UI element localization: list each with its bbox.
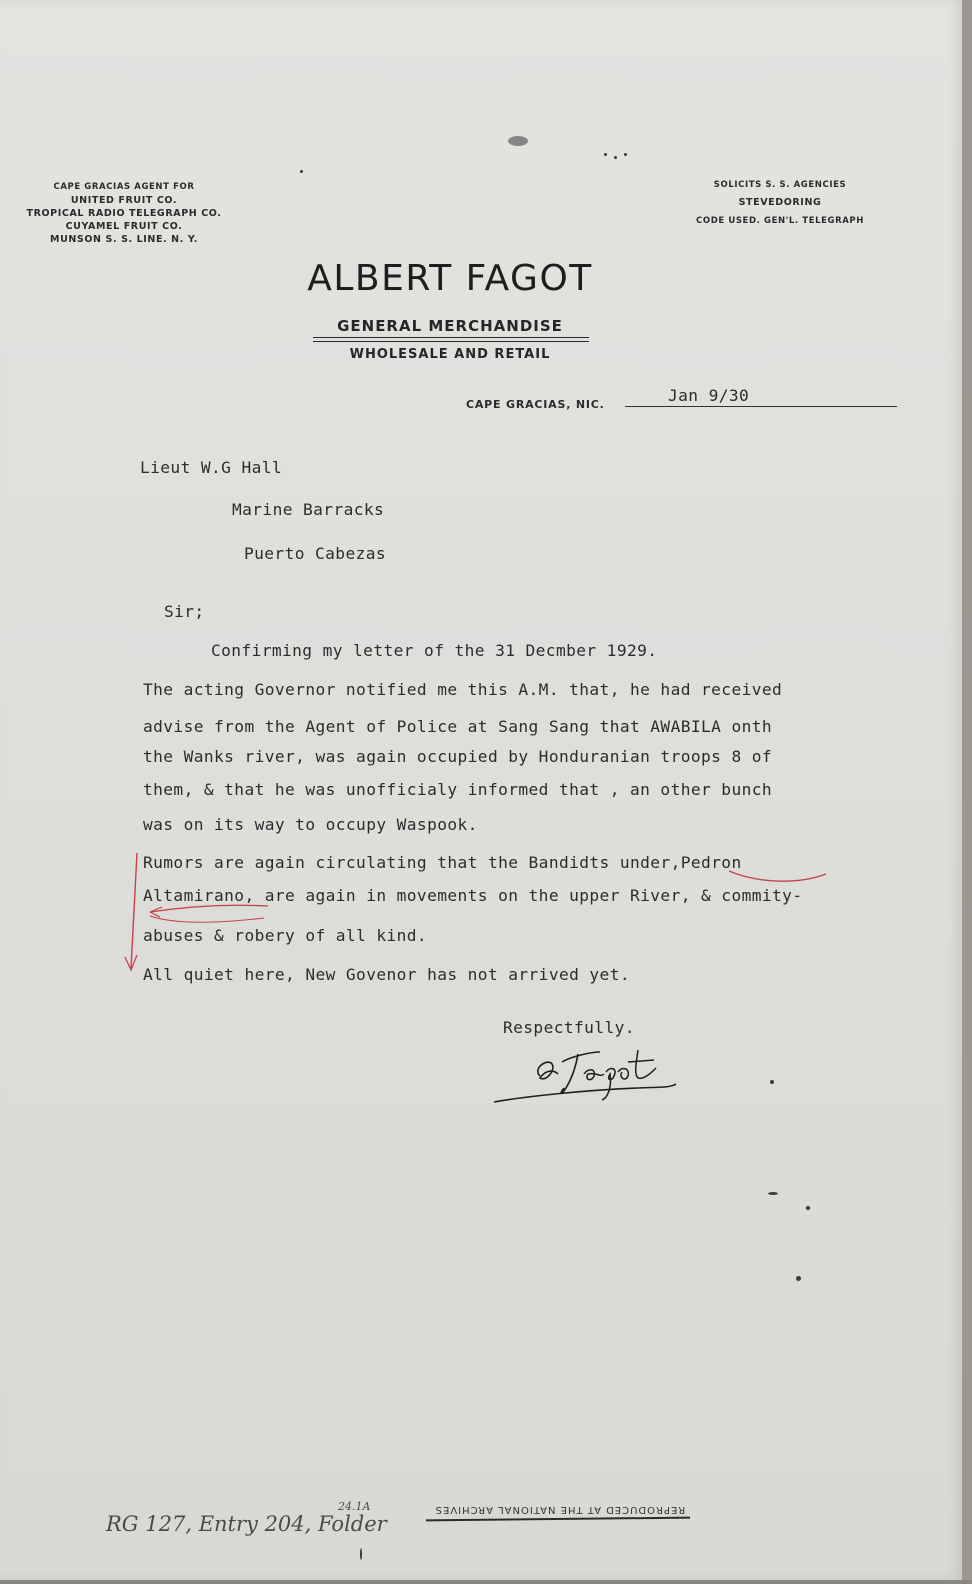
body-line: Rumors are again circulating that the Bandidts under,Pedron bbox=[143, 853, 742, 872]
letterhead-agencies-line: UNITED FRUIT CO. bbox=[70, 195, 178, 206]
body-line: The acting Governor notified me this A.M. that, he had received bbox=[143, 680, 783, 699]
speck bbox=[508, 136, 528, 146]
body-line: abuses & robery of all kind. bbox=[143, 926, 428, 945]
body-line: them, & that he was unofficialy informed that , an other bunch bbox=[143, 780, 773, 799]
speck bbox=[770, 1080, 774, 1084]
letterhead-services-line: CODE USED. GEN'L. TELEGRAPH bbox=[696, 216, 864, 226]
speck bbox=[768, 1192, 778, 1195]
signature-mark-icon bbox=[488, 1038, 688, 1110]
closing: Respectfully. bbox=[503, 1018, 635, 1037]
business-line-2: WHOLESALE AND RETAIL bbox=[349, 347, 551, 362]
archive-reference-sup: 24.1A bbox=[338, 1500, 371, 1513]
body-line: All quiet here, New Govenor has not arrived yet. bbox=[143, 965, 630, 984]
body-line: advise from the Agent of Police at Sang Sang that AWABILA onth bbox=[143, 717, 773, 736]
recipient-name: Lieut W.G Hall bbox=[140, 458, 283, 477]
speck bbox=[796, 1276, 801, 1281]
business-line-1: GENERAL MERCHANDISE bbox=[337, 317, 563, 335]
recipient-location: Puerto Cabezas bbox=[244, 544, 387, 563]
speck bbox=[624, 153, 627, 156]
archive-reference: RG 127, Entry 204, Folder bbox=[106, 1512, 387, 1536]
speck bbox=[300, 170, 303, 173]
body-line: was on its way to occupy Waspook. bbox=[143, 815, 478, 834]
letterhead-agencies-line: CUYAMEL FRUIT CO. bbox=[65, 221, 183, 232]
signature bbox=[488, 1038, 688, 1114]
archives-stamp: REPRODUCED AT THE NATIONAL ARCHIVES bbox=[434, 1504, 686, 1515]
salutation: Sir; bbox=[164, 602, 205, 621]
letter-date: Jan 9/30 bbox=[668, 386, 750, 405]
company-name: ALBERT FAGOT bbox=[307, 258, 593, 299]
letterhead-place: CAPE GRACIAS, NIC. bbox=[466, 398, 605, 411]
body-line: Confirming my letter of the 31 Decmber 1929. bbox=[211, 641, 658, 660]
speck bbox=[614, 156, 617, 159]
letterhead-agencies-line: CAPE GRACIAS AGENT FOR bbox=[53, 182, 195, 192]
letterhead-services-line: SOLICITS S. S. AGENCIES bbox=[713, 180, 847, 190]
speck bbox=[604, 153, 607, 156]
speck bbox=[360, 1548, 362, 1560]
speck bbox=[806, 1206, 810, 1210]
letterhead-services-line: STEVEDORING bbox=[738, 197, 822, 208]
letterhead-agencies-line: TROPICAL RADIO TELEGRAPH CO. bbox=[26, 208, 222, 219]
body-line: Altamirano, are again in movements on the upper River, & commity- bbox=[143, 886, 803, 905]
letterhead-agencies-line: MUNSON S. S. LINE. N. Y. bbox=[50, 234, 198, 245]
body-line: the Wanks river, was again occupied by Honduranian troops 8 of bbox=[143, 747, 773, 766]
recipient-unit: Marine Barracks bbox=[232, 500, 385, 519]
